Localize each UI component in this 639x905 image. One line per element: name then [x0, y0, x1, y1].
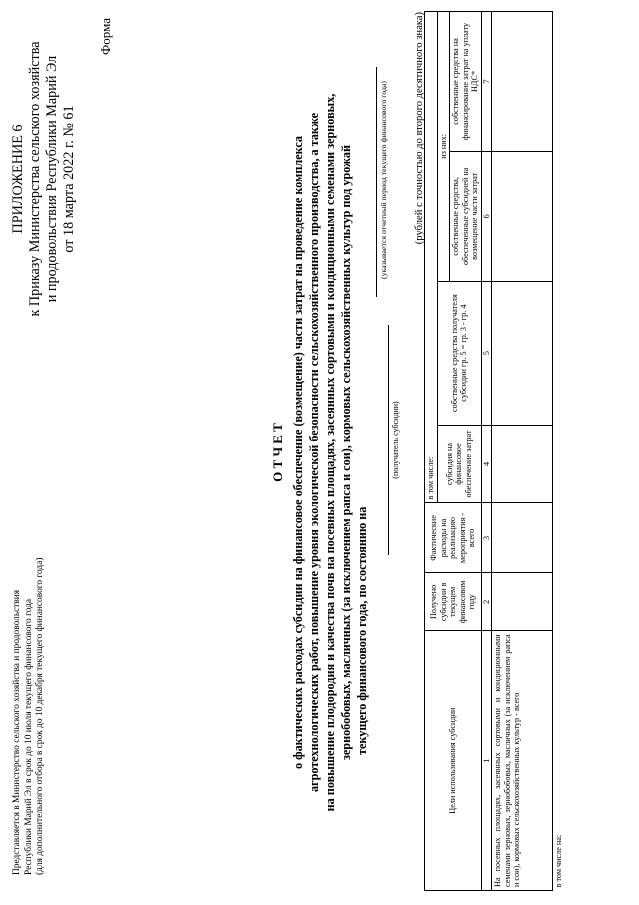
- recipient-underline: [388, 325, 389, 555]
- column-number: 6: [481, 151, 492, 281]
- units-note: (рублей с точностью до второго десятичного знака): [414, 12, 425, 245]
- header-purpose: Цели использования субсидии: [425, 631, 482, 891]
- heading-date-prefix: текущего финансового года, по состоянию на: [355, 506, 369, 755]
- appendix-number: ПРИЛОЖЕНИЕ 6: [10, 124, 26, 234]
- cell-empty: [492, 425, 553, 503]
- heading-line: на повышение плодородия и качества почв на посевных площадях, засеянных сортовыми и кондиционными семенами зерновых,: [323, 93, 337, 812]
- cell-empty: [492, 281, 553, 425]
- header-subsidy: субсидия на финансовое обеспечение затрат: [437, 425, 481, 503]
- heading-line: о фактических расходах субсидии на финансовое обеспечение (возмещение) части затрат на проведение комплекса: [291, 136, 305, 769]
- form-label: Форма: [98, 18, 113, 55]
- column-number: 2: [481, 573, 492, 631]
- period-hint: (указывается отчетный период текущего финансового года): [379, 81, 388, 279]
- column-number: 5: [481, 281, 492, 425]
- cell-empty: [553, 151, 565, 281]
- cell-empty: [553, 12, 565, 152]
- submission-line: Представляется в Министерство сельского хозяйства и продовольствия: [12, 589, 22, 875]
- cell-empty: [553, 281, 565, 425]
- column-number: 4: [481, 425, 492, 503]
- cell-empty: [553, 425, 565, 503]
- header-of-them: из них:: [437, 12, 450, 282]
- cell-empty: [492, 12, 553, 152]
- header-own-funds-compensation: собственные средства, обеспеченные субсидией на возмещение части затрат: [450, 151, 482, 281]
- cell-empty: [492, 151, 553, 281]
- submission-note: [12, 445, 47, 875]
- heading-line-date: [354, 70, 370, 835]
- header-in-that-number: в том числе:: [425, 12, 438, 503]
- heading-line: агротехнологических работ, повышение уровня экологической безопасности сельскохозяйственного производства, а также: [307, 112, 321, 793]
- appendix-line: и продовольствия Республики Марий Эл: [44, 55, 60, 303]
- cell-empty: [553, 503, 565, 573]
- cell-empty: [553, 573, 565, 631]
- column-number: 1: [481, 631, 492, 891]
- submission-line: Республики Марий Эл в срок до 10 июля текущего финансового года: [23, 598, 34, 875]
- column-number: 3: [481, 503, 492, 573]
- heading-line: зернобобовых, масличных (за исключением рапса и сои), кормовых сельскохозяйственных культур под урожай: [339, 145, 353, 761]
- subsidy-table: [424, 11, 565, 891]
- recipient-hint: (получатель субсидии): [391, 401, 400, 479]
- submission-line: (для дополнительного отбора в срок до 10 декабря текущего финансового года): [35, 557, 46, 875]
- report-heading: [290, 70, 370, 835]
- header-own-funds: собственные средства получателя субсидии гр. 5 = гр. 3 - гр. 4: [437, 281, 481, 425]
- row-breakdown-label: в том числе на:: [554, 834, 563, 888]
- row-total-label: На посевных площадях, засеянных сортовыми и кондиционными семенами зерновых, зернобобовых, масличных (за исключением рапса и сои), кормовых сельскохозяйственных культур - всего: [492, 631, 553, 891]
- appendix-date: от 18 марта 2022 г. № 61: [61, 105, 77, 253]
- period-underline: [376, 67, 377, 297]
- header-actual-expenses: Фактические расходы на реализацию мероприятия - всего: [425, 503, 482, 573]
- report-title: О Т Ч Е Т: [270, 423, 285, 482]
- header-own-funds-vat: собственные средства на финансирование затрат на уплату НДС*: [450, 12, 482, 152]
- appendix-block: [10, 14, 78, 344]
- column-number: 7: [481, 12, 492, 152]
- header-received: Получено субсидии в текущем финансовом году: [425, 573, 482, 631]
- cell-empty: [492, 503, 553, 573]
- cell-empty: [492, 573, 553, 631]
- appendix-line: к Приказу Министерства сельского хозяйства: [27, 41, 43, 317]
